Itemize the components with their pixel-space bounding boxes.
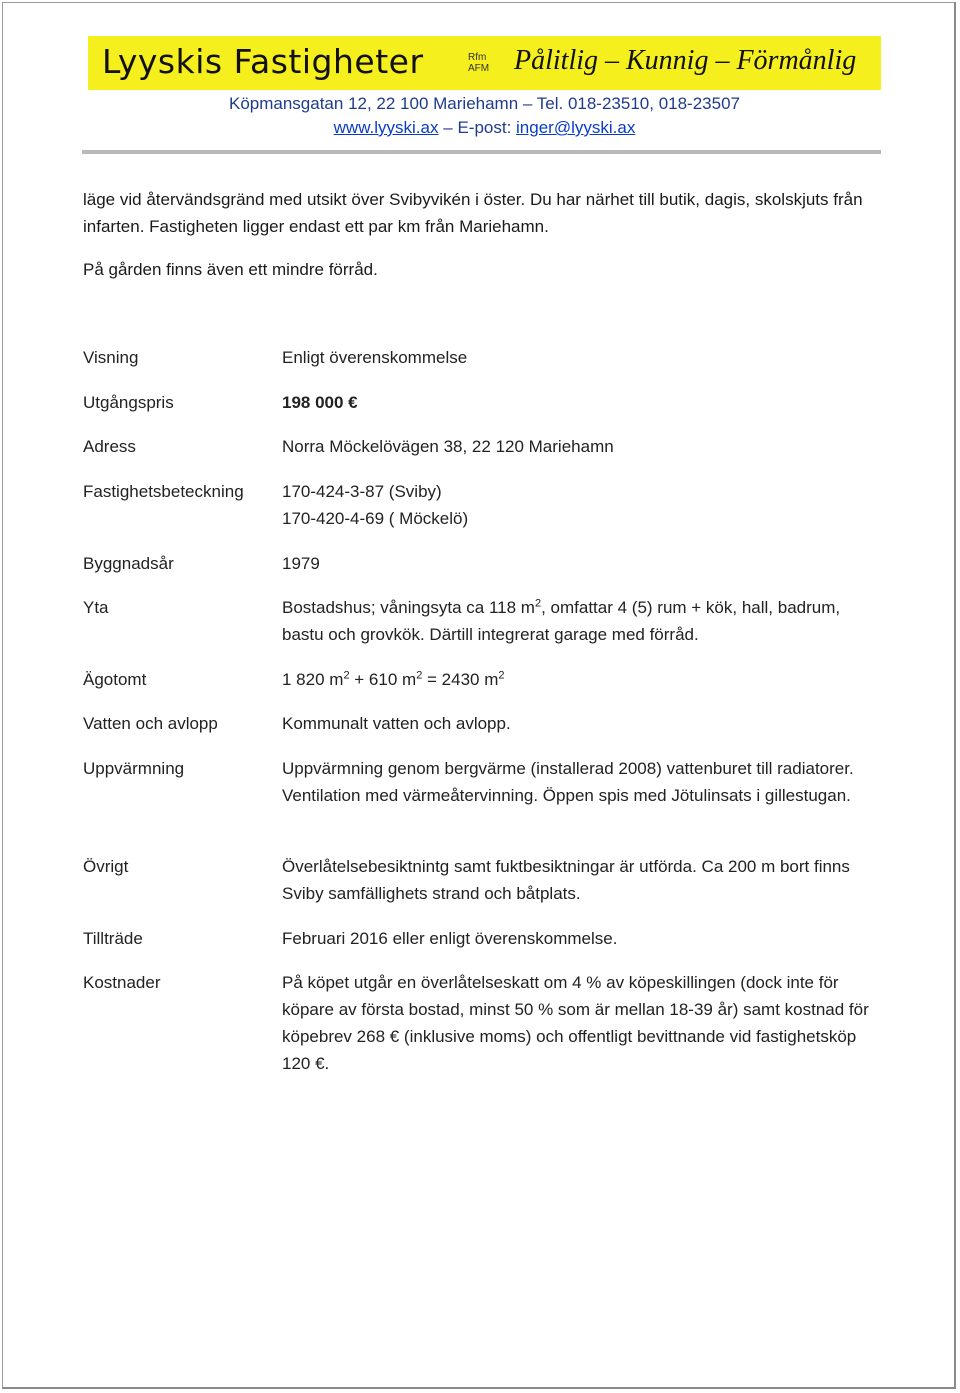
agotomt-text-b: + 610 m (349, 670, 417, 689)
header-banner (88, 36, 881, 90)
yta-text-a: Bostadshus; våningsyta ca 118 m (282, 598, 535, 617)
logo-sub-afm: AFM (468, 63, 490, 74)
value-ovrigt: Överlåtelsebesiktnintg samt fuktbesiktningar är utförda. Ca 200 m bort finns Sviby samfällighets strand och båtplats. (282, 857, 850, 903)
value-byggnadsar: 1979 (282, 554, 320, 573)
label-tilltrade: Tillträde (83, 929, 143, 948)
logo-sub-labels (468, 52, 489, 74)
agotomt-text-a: 1 820 m (282, 670, 344, 689)
yta-sup: 2 (534, 597, 542, 610)
value-adress: Norra Möckelövägen 38, 22 120 Mariehamn (282, 437, 614, 456)
label-yta: Yta (83, 598, 109, 617)
fastighetsbeteckning-line-2: 170-420-4-69 ( Möckelö) (282, 509, 469, 528)
label-uppvarmning: Uppvärmning (83, 759, 185, 778)
intro-paragraph-storage: På gården finns även ett mindre förråd. (83, 260, 378, 279)
intro-paragraph: läge vid återvändsgränd med utsikt över Svibyvikén i öster. Du har närhet till butik, dagis, skolskjuts från infarten. Fastigheten ligger endast ett par km från Mariehamn. (83, 190, 863, 236)
label-utgangspris: Utgångspris (83, 393, 174, 412)
agotomt-sup-3: 2 (498, 669, 505, 682)
agotomt-text-c: = 2430 m (422, 670, 499, 689)
contact-web-line (88, 118, 881, 138)
label-visning: Visning (83, 348, 139, 367)
label-agotomt: Ägotomt (83, 670, 147, 689)
value-uppvarmning: Uppvärmning genom bergvärme (installerad 2008) vattenburet till radiatorer. Ventilation med värmeåtervinning. Öppen spis med Jötulinsats i gillestugan. (282, 759, 854, 805)
yta-text-b: , omfattar 4 (5) rum + kök, hall, badrum, (541, 598, 841, 617)
email-label: E-post: (457, 118, 512, 137)
value-visning: Enligt överenskommelse (282, 348, 468, 367)
email-link[interactable]: inger@lyyski.ax (516, 118, 636, 137)
value-vatten: Kommunalt vatten och avlopp. (282, 714, 511, 733)
label-ovrigt: Övrigt (83, 857, 129, 876)
website-link[interactable]: www.lyyski.ax (333, 118, 439, 137)
yta-line-1 (282, 594, 880, 621)
label-fastighetsbeteckning: Fastighetsbeteckning (83, 482, 244, 501)
value-yta (282, 594, 880, 648)
value-agotomt (282, 666, 880, 693)
contact-address-line: Köpmansgatan 12, 22 100 Mariehamn – Tel. 018-23510, 018-23507 (228, 94, 740, 113)
company-logo-text: Lyyskis Fastigheter (102, 42, 424, 81)
label-adress: Adress (83, 437, 136, 456)
label-vatten: Vatten och avlopp (83, 714, 218, 733)
value-utgangspris: 198 000 € (282, 393, 358, 412)
value-tilltrade: Februari 2016 eller enligt överenskommelse. (282, 929, 618, 948)
contact-separator: – (443, 118, 458, 137)
label-kostnader: Kostnader (83, 973, 161, 992)
label-byggnadsar: Byggnadsår (83, 554, 174, 573)
value-kostnader: På köpet utgår en överlåtelseskatt om 4 % av köpeskillingen (dock inte för köpare av första bostad, minst 50 % som är mellan 18-39 år) samt kostnad för köpebrev 268 € (inklusive moms) och offentligt bevittnande vid fastighetsköp 120 €. (282, 973, 869, 1073)
logo-sub-rfm: Rfm (468, 52, 487, 63)
fastighetsbeteckning-line-1: 170-424-3-87 (Sviby) (282, 482, 442, 501)
value-fastighetsbeteckning (282, 478, 880, 532)
agotomt-sup-2: 2 (416, 669, 423, 682)
company-tagline: Pålitlig – Kunnig – Förmånlig (514, 45, 857, 76)
header-divider (82, 150, 881, 154)
yta-line-2: bastu och grovkök. Därtill integrerat garage med förråd. (282, 625, 699, 644)
agotomt-sup-1: 2 (343, 669, 350, 682)
